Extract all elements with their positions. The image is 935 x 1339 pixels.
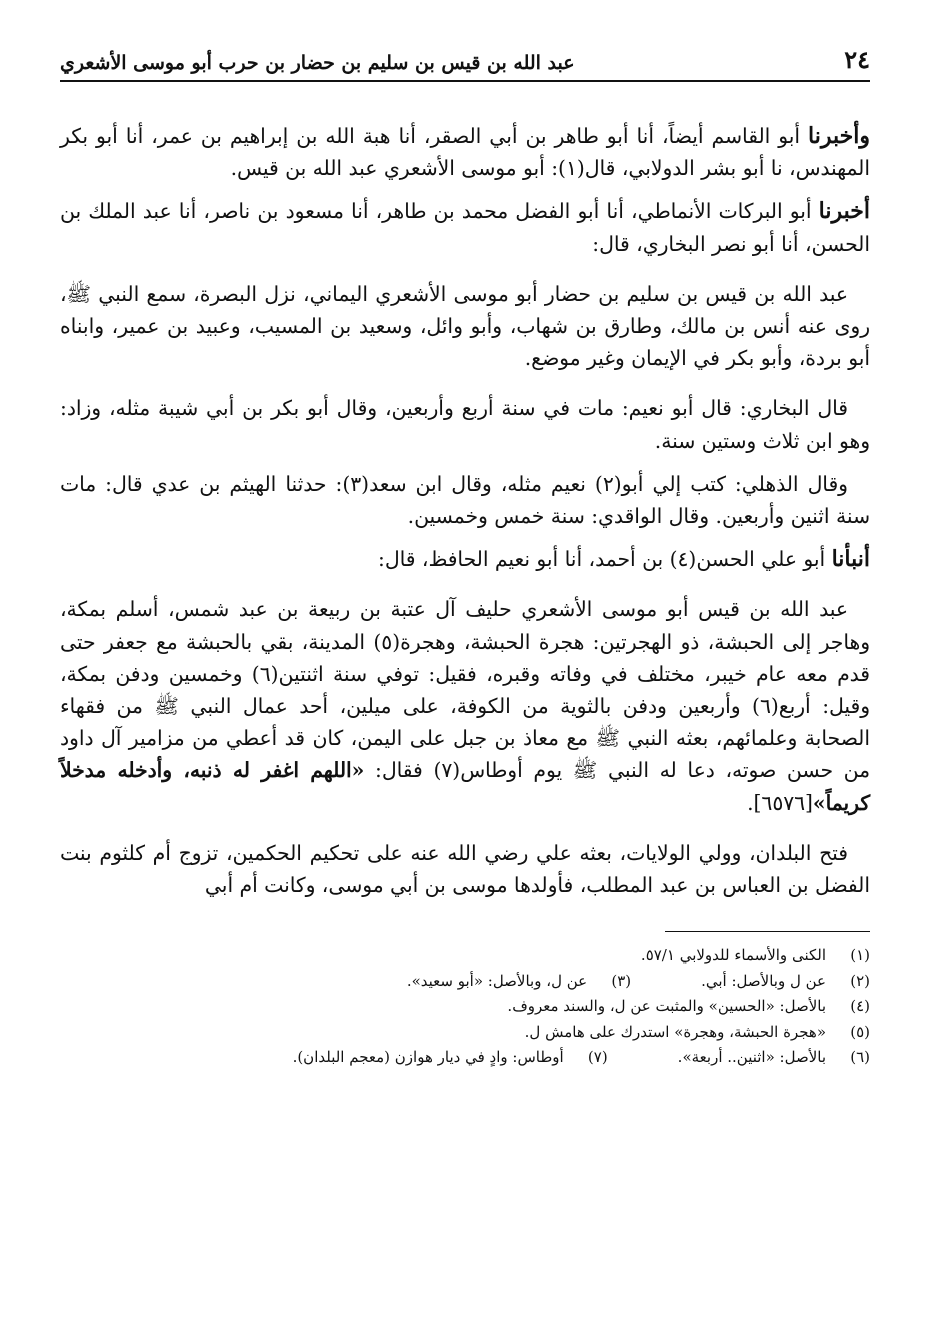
- footnotes: [60, 944, 870, 1069]
- paragraph-text: أبو علي الحسن(٤) بن أحمد، أنا أبو نعيم الحافظ، قال:: [378, 547, 832, 572]
- paragraph-7: [60, 593, 870, 818]
- footnote-text: بالأصل: «الحسين» والمثبت عن ل، والسند معروف.: [507, 997, 826, 1016]
- footnote-number: (١): [850, 946, 870, 965]
- footnote-text: عن ل وبالأصل: أبي.: [701, 971, 826, 990]
- footnote-2: [701, 970, 870, 993]
- footnote-6: [678, 1046, 870, 1069]
- footnote-3: [407, 970, 631, 993]
- footnote-number: (٧): [587, 1048, 608, 1067]
- footnote-row: [60, 944, 870, 967]
- paragraph-lead: أنبأنا: [831, 546, 870, 573]
- footnote-5: [525, 1021, 870, 1044]
- paragraph-lead: وأخبرنا: [808, 123, 870, 149]
- footnote-divider: [665, 931, 870, 932]
- main-text: [60, 120, 870, 901]
- footnote-text: بالأصل: «اثنين.. أربعة».: [677, 1048, 826, 1067]
- footnote-number: (٣): [611, 971, 632, 990]
- running-title: عبد الله بن قيس بن سليم بن حضار بن حرب أبو موسى الأشعري: [60, 52, 575, 74]
- paragraph-3: [60, 278, 870, 375]
- hadith-quote: «اللهم اغفر له ذنبه، وأدخله مدخلاً كريماً»: [60, 758, 870, 815]
- paragraph-text: أبو البركات الأنماطي، أنا أبو الفضل محمد بن طاهر، أنا مسعود بن ناصر، أنا عبد الملك بن الحسن، أنا أبو نصر البخاري، قال:: [60, 199, 870, 256]
- paragraph-text: قال البخاري: قال أبو نعيم: مات في سنة أربع وأربعين، وقال أبو بكر بن أبي شيبة مثله، وزاد: وهو ابن ثلاث وستين سنة.: [60, 396, 870, 453]
- footnote-4: [507, 995, 870, 1018]
- paragraph-6: [60, 543, 870, 575]
- paragraph-8: [60, 837, 870, 901]
- footnote-number: (٤): [850, 997, 870, 1016]
- paragraph-lead: أخبرنا: [818, 198, 870, 225]
- page-number: ٢٤: [844, 45, 870, 74]
- footnote-number: (٥): [850, 1022, 870, 1041]
- footnote-row: [60, 1021, 870, 1044]
- paragraph-text: عبد الله بن قيس بن سليم بن حضار أبو موسى الأشعري اليماني، نزل البصرة، سمع النبي ﷺ، روى عنه أنس بن مالك، وطارق بن شهاب، وأبو وائل، وسعيد بن المسيب، وعبيد بن عمير، وابناه أبو بردة، وأبو بكر في الإيمان وغير موضع.: [60, 281, 870, 371]
- footnote-text: «هجرة الحبشة، وهجرة» استدرك على هامش ل.: [524, 1022, 826, 1041]
- paragraph-text: وقال الذهلي: كتب إلي أبو(٢) نعيم مثله، وقال ابن سعد(٣): حدثنا الهيثم بن عدي قال: مات سنة اثنين وأربعين. وقال الواقدي: سنة خمس وخمسين.: [60, 471, 870, 529]
- hadith-reference: [٦٥٧٦].: [747, 790, 813, 815]
- paragraph-1: [60, 120, 870, 184]
- footnote-text: الكنى والأسماء للدولابي ٥٧/١.: [640, 946, 826, 965]
- paragraph-2: [60, 195, 870, 259]
- footnote-text: أوطاس: وادٍ في ديار هوازن (معجم البلدان).: [292, 1048, 564, 1067]
- footnote-number: (٢): [850, 971, 870, 990]
- footnote-row: [60, 970, 870, 993]
- footnote-7: [293, 1046, 608, 1069]
- paragraph-5: [60, 468, 870, 532]
- footnote-text: عن ل، وبالأصل: «أبو سعيد».: [406, 971, 588, 990]
- paragraph-text: فتح البلدان، وولي الولايات، بعثه علي رضي الله عنه على تحكيم الحكمين، تزوج أم كلثوم بنت الفضل بن العباس بن عبد المطلب، فأولدها موسى بن أبي موسى، وكانت أم أبي: [60, 840, 870, 898]
- paragraph-4: [60, 392, 870, 456]
- footnote-1: [641, 944, 870, 967]
- footnote-number: (٦): [850, 1048, 870, 1067]
- book-page: [60, 28, 870, 1072]
- footnote-row: [60, 995, 870, 1018]
- page-header: [60, 28, 870, 82]
- footnote-row: [60, 1046, 870, 1069]
- paragraph-text: عبد الله بن قيس أبو موسى الأشعري حليف آل عتبة بن ربيعة بن عبد شمس، أسلم بمكة، وهاجر إلى الحبشة، ذو الهجرتين: هجرة الحبشة، وهجرة(٥) المدينة، بقي بالحبشة مع جعفر حتى قدم معه عام خيبر، مختلف في وفاته وقبره، فقيل: توفي سنة اثنتين(٦) وخمسين ودفن بمكة، وقيل: أربع(٦) وأربعين ودفن بالثوية من الكوفة، على ميلين، أحد عمال النبي ﷺ من فقهاء الصحابة وعلمائهم، بعثه النبي ﷺ مع معاذ بن جبل على اليمن، كان قد أعطي من مزامير آل داود من حسن صوته، دعا له النبي ﷺ يوم أوطاس(٧) فقال:: [60, 597, 871, 783]
- paragraph-text: أبو القاسم أيضاً، أنا أبو طاهر بن أبي الصقر، أنا هبة الله بن إبراهيم بن عمر، أنا أبو بكر المهندس، نا أبو بشر الدولابي، قال(١): أبو موسى الأشعري عبد الله بن قيس.: [60, 124, 870, 181]
